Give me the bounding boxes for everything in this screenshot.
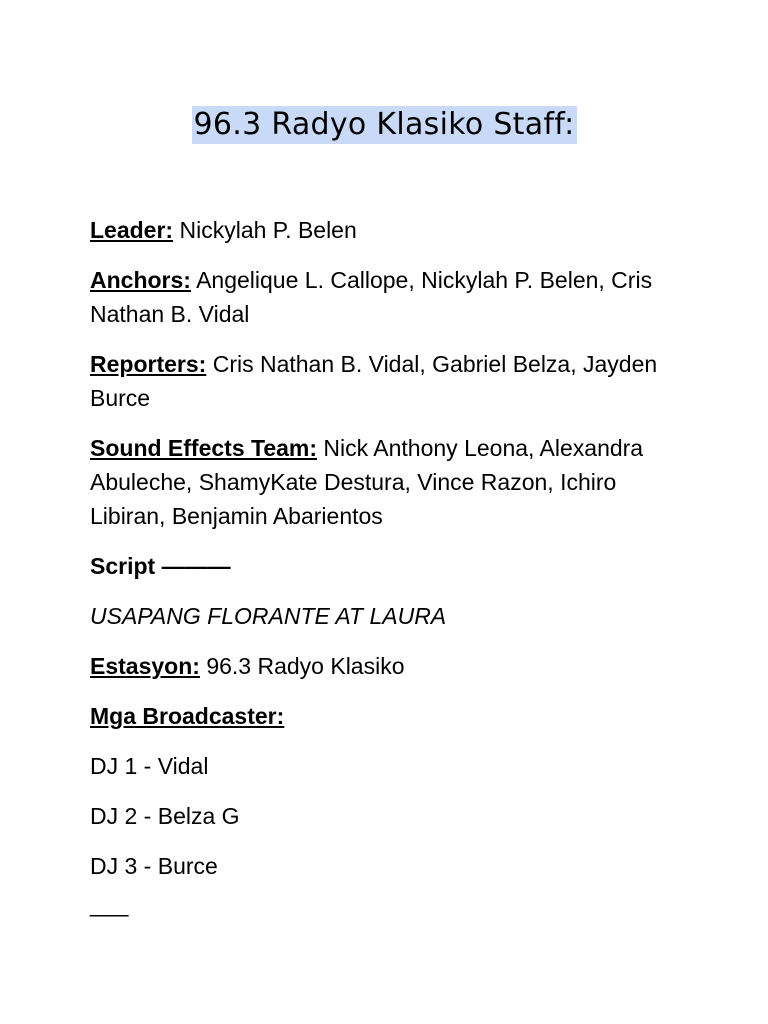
dj-line-1 [90, 749, 678, 783]
document-body [90, 213, 678, 921]
anchors-value: Angelique L. Callope, Nickylah P. Belen, Cris Nathan B. Vidal [90, 267, 653, 327]
leader-value: Nickylah P. Belen [173, 217, 357, 243]
reporters-value: Cris Nathan B. Vidal, Gabriel Belza, Jayden Burce [90, 351, 658, 411]
sound-effects-label: Sound Effects Team: [90, 435, 318, 461]
station-label: Estasyon: [90, 653, 200, 679]
broadcasters-heading: Mga Broadcaster: [90, 703, 285, 729]
station-value: 96.3 Radyo Klasiko [199, 653, 405, 679]
dj-1: DJ 1 - Vidal [90, 753, 209, 779]
dj-line-2 [90, 799, 678, 833]
closing-rule: ___ [90, 891, 129, 917]
station-line [90, 649, 678, 683]
script-heading-line [90, 549, 678, 583]
document-title: 96.3 Radyo Klasiko Staff: [193, 107, 575, 142]
script-heading: Script ——— [90, 553, 231, 579]
script-title: USAPANG FLORANTE AT LAURA [90, 603, 447, 629]
sound-effects-value: Nick Anthony Leona, Alexandra Abuleche, ShamyKate Destura, Vince Razon, Ichiro Libiran, Benjamin Abarientos [90, 435, 644, 529]
anchors-line [90, 263, 678, 331]
title-row [90, 0, 678, 146]
dj-3: DJ 3 - Burce [90, 853, 218, 879]
leader-label: Leader: [90, 217, 174, 243]
sound-effects-line [90, 431, 678, 533]
leader-line [90, 213, 678, 247]
dj-line-3 [90, 849, 678, 883]
script-title-line [90, 599, 678, 633]
reporters-label: Reporters: [90, 351, 207, 377]
dj-2: DJ 2 - Belza G [90, 803, 240, 829]
broadcasters-heading-line [90, 699, 678, 733]
anchors-label: Anchors: [90, 267, 191, 293]
reporters-line [90, 347, 678, 415]
